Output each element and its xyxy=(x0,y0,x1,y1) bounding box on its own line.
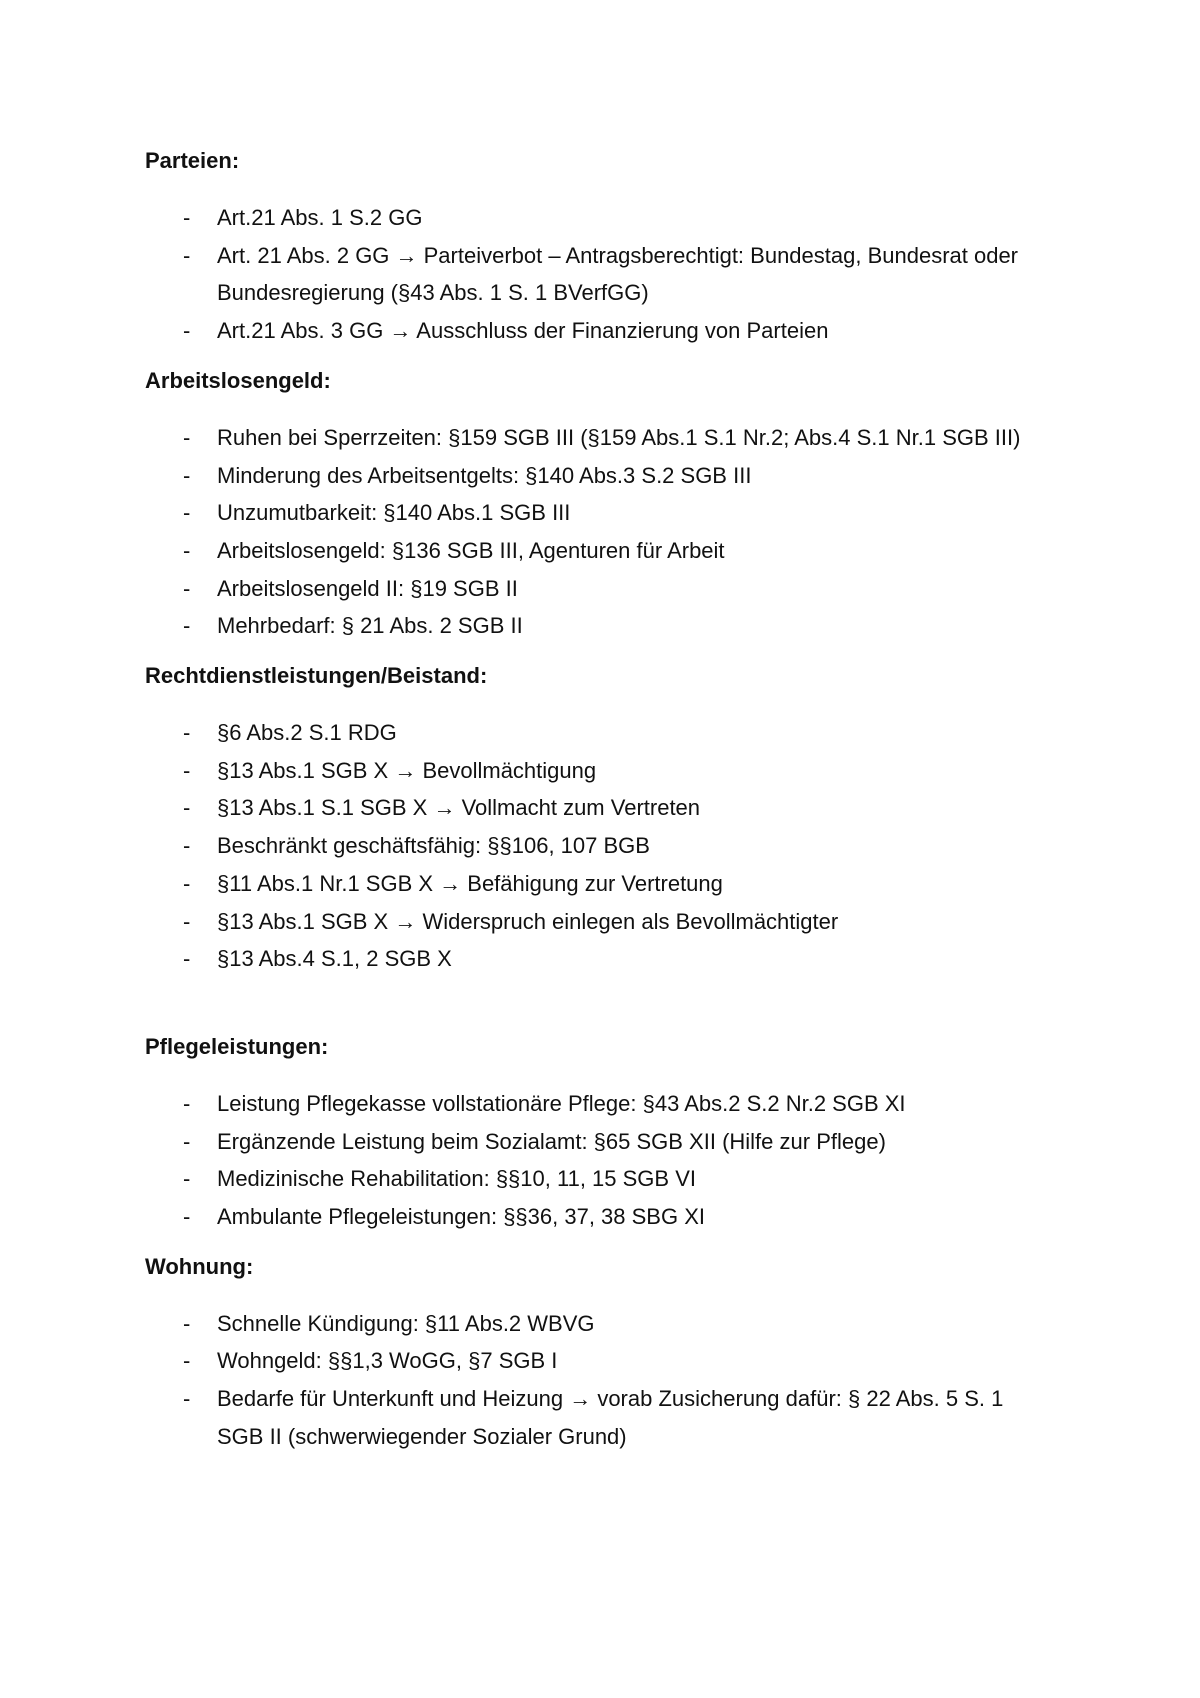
section-rechtdienstleistungen xyxy=(145,661,1050,978)
blank-line xyxy=(145,994,1050,1032)
list-item: - Bedarfe für Unterkunft und Heizung → vorab Zusicherung dafür: § 22 Abs. 5 S. 1 SGB II (schwerwiegender Sozialer Grund) xyxy=(145,1380,1050,1455)
section-wohnung xyxy=(145,1252,1050,1456)
section-heading: Parteien: xyxy=(145,148,240,173)
section-heading: Rechtdienstleistungen/Beistand: xyxy=(145,663,488,689)
bullet-list xyxy=(145,1305,1050,1456)
section-heading: Pflegeleistungen: xyxy=(145,1033,329,1059)
list-item: - Wohngeld: §§1,3 WoGG, §7 SGB I xyxy=(145,1342,1050,1380)
list-item: - Art. 21 Abs. 2 GG → Parteiverbot – Antragsberechtigt: Bundestag, Bundesrat oder Bundesregierung (§43 Abs. 1 S. 1 BVerfGG) xyxy=(145,237,1050,312)
list-item: - Art.21 Abs. 3 GG → Ausschluss der Finanzierung von Parteien xyxy=(145,312,1050,350)
section-arbeitslosengeld xyxy=(145,366,1050,645)
list-item: - Ambulante Pflegeleistungen: §§36, 37, 38 SBG XI xyxy=(145,1198,1050,1236)
list-item: - Unzumutbarkeit: §140 Abs.1 SGB III xyxy=(145,494,1050,532)
section-heading: Wohnung: xyxy=(145,1253,254,1279)
list-item: - §6 Abs.2 S.1 RDG xyxy=(145,714,1050,752)
list-item: - Arbeitslosengeld II: §19 SGB II xyxy=(145,570,1050,608)
document-page xyxy=(145,146,1050,1472)
list-item: - Beschränkt geschäftsfähig: §§106, 107 BGB xyxy=(145,827,1050,865)
list-item: - Art.21 Abs. 1 S.2 GG xyxy=(145,199,1050,237)
list-item: - §13 Abs.1 S.1 SGB X → Vollmacht zum Vertreten xyxy=(145,789,1050,827)
list-item: - Medizinische Rehabilitation: §§10, 11, 15 SGB VI xyxy=(145,1160,1050,1198)
bullet-list xyxy=(145,199,1050,350)
list-item: - §11 Abs.1 Nr.1 SGB X → Befähigung zur Vertretung xyxy=(145,865,1050,903)
list-item: - Ruhen bei Sperrzeiten: §159 SGB III (§159 Abs.1 S.1 Nr.2; Abs.4 S.1 Nr.1 SGB III) xyxy=(145,419,1050,457)
list-item: - Ergänzende Leistung beim Sozialamt: §65 SGB XII (Hilfe zur Pflege) xyxy=(145,1123,1050,1161)
list-item: - Minderung des Arbeitsentgelts: §140 Abs.3 S.2 SGB III xyxy=(145,457,1050,495)
list-item: - §13 Abs.4 S.1, 2 SGB X xyxy=(145,940,1050,978)
section-heading: Arbeitslosengeld: xyxy=(145,367,331,393)
bullet-list xyxy=(145,419,1050,645)
list-item: - Schnelle Kündigung: §11 Abs.2 WBVG xyxy=(145,1305,1050,1343)
section-pflegeleistungen xyxy=(145,1032,1050,1236)
list-item: - §13 Abs.1 SGB X → Widerspruch einlegen als Bevollmächtigter xyxy=(145,903,1050,941)
list-item: - §13 Abs.1 SGB X → Bevollmächtigung xyxy=(145,752,1050,790)
list-item: - Mehrbedarf: § 21 Abs. 2 SGB II xyxy=(145,607,1050,645)
list-item: - Arbeitslosengeld: §136 SGB III, Agenturen für Arbeit xyxy=(145,532,1050,570)
bullet-list xyxy=(145,714,1050,978)
bullet-list xyxy=(145,1085,1050,1236)
section-parteien xyxy=(145,146,1050,350)
list-item: - Leistung Pflegekasse vollstationäre Pflege: §43 Abs.2 S.2 Nr.2 SGB XI xyxy=(145,1085,1050,1123)
